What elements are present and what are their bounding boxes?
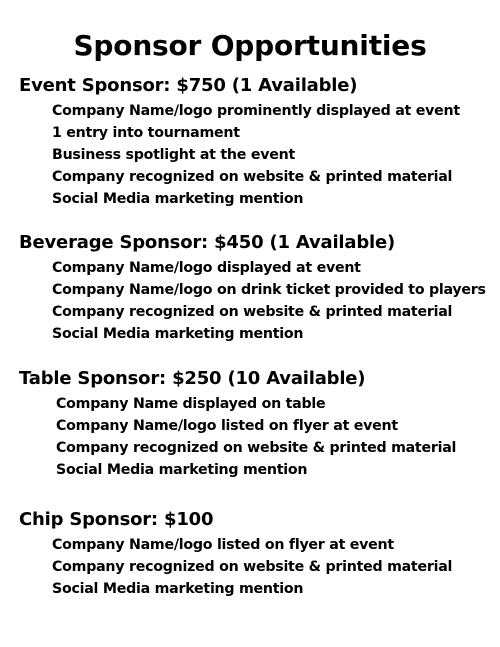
beverage-sponsor-heading: Beverage Sponsor: $450 (1 Available): [19, 232, 396, 253]
benefit-item: 1 entry into tournament: [52, 125, 240, 141]
benefit-item: Company recognized on website & printed material: [52, 169, 453, 185]
benefit-item: Company Name/logo listed on flyer at event: [56, 418, 398, 434]
benefit-item: Business spotlight at the event: [52, 147, 295, 163]
chip-sponsor-heading: Chip Sponsor: $100: [19, 509, 214, 530]
page-title: Sponsor Opportunities: [73, 29, 427, 62]
benefit-item: Company Name/logo prominently displayed at event: [52, 103, 460, 119]
beverage-sponsor-benefits: [52, 257, 486, 345]
benefit-item: Company recognized on website & printed material: [52, 304, 453, 320]
benefit-item: Social Media marketing mention: [56, 462, 308, 478]
table-sponsor-heading: Table Sponsor: $250 (10 Available): [19, 368, 366, 389]
benefit-item: Company recognized on website & printed material: [56, 440, 457, 456]
benefit-item: Social Media marketing mention: [52, 326, 304, 342]
benefit-item: Company Name/logo displayed at event: [52, 260, 361, 276]
event-sponsor-heading: Event Sponsor: $750 (1 Available): [19, 75, 358, 96]
benefit-item: Social Media marketing mention: [52, 191, 304, 207]
chip-sponsor-benefits: [52, 534, 452, 600]
benefit-item: Company Name/logo on drink ticket provided to players: [52, 282, 486, 298]
table-sponsor-benefits: [56, 393, 456, 481]
event-sponsor-benefits: [52, 100, 460, 210]
benefit-item: Company Name/logo listed on flyer at event: [52, 537, 394, 553]
benefit-item: Social Media marketing mention: [52, 581, 304, 597]
benefit-item: Company Name displayed on table: [56, 396, 326, 412]
benefit-item: Company recognized on website & printed material: [52, 559, 453, 575]
